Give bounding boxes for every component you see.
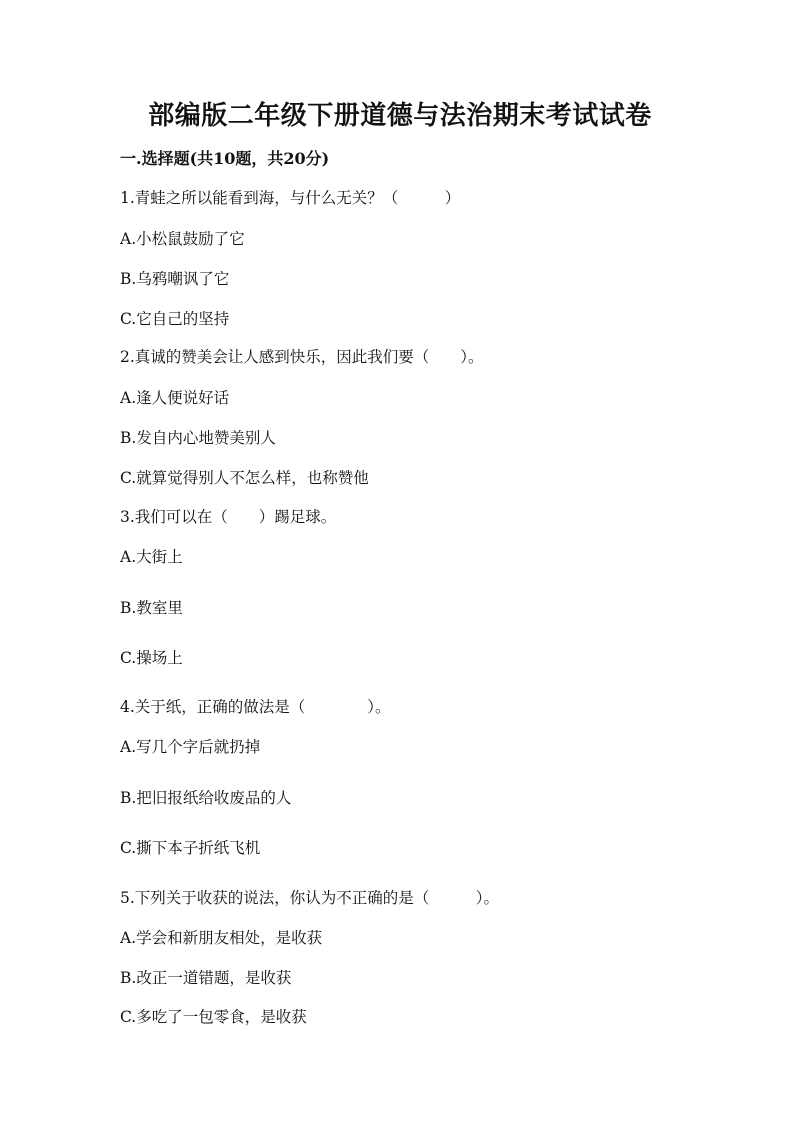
option-c: C.它自己的坚持	[120, 310, 230, 328]
question-stem: 4.关于纸，正确的做法是（ ）。	[120, 698, 391, 716]
option-c: C.撕下本子折纸飞机	[120, 839, 261, 857]
option-b: B.教室里	[120, 599, 183, 617]
option-c: C.多吃了一包零食，是收获	[120, 1008, 307, 1026]
option-c: C.操场上	[120, 649, 183, 667]
option-a: A.逢人便说好话	[120, 389, 230, 407]
option-a: A.小松鼠鼓励了它	[120, 230, 245, 248]
question-stem: 3.我们可以在（ ）踢足球。	[120, 508, 337, 526]
option-a: A.写几个字后就扔掉	[120, 738, 261, 756]
option-b: B.发自内心地赞美别人	[120, 429, 276, 447]
section-heading: 一.选择题(共10题，共20分)	[120, 149, 330, 168]
option-a: A.大街上	[120, 548, 183, 566]
question-stem: 2.真诚的赞美会让人感到快乐，因此我们要（ ）。	[120, 348, 484, 366]
option-b: B.改正一道错题，是收获	[120, 969, 292, 987]
option-b: B.把旧报纸给收废品的人	[120, 789, 292, 807]
page-title: 部编版二年级下册道德与法治期末考试试卷	[148, 101, 652, 131]
option-c: C.就算觉得别人不怎么样，也称赞他	[120, 469, 369, 487]
option-b: B.乌鸦嘲讽了它	[120, 270, 230, 288]
option-a: A.学会和新朋友相处，是收获	[120, 929, 323, 947]
question-stem: 5.下列关于收获的说法，你认为不正确的是（ ）。	[120, 889, 500, 907]
question-stem: 1.青蛙之所以能看到海，与什么无关？（ ）	[120, 189, 461, 207]
